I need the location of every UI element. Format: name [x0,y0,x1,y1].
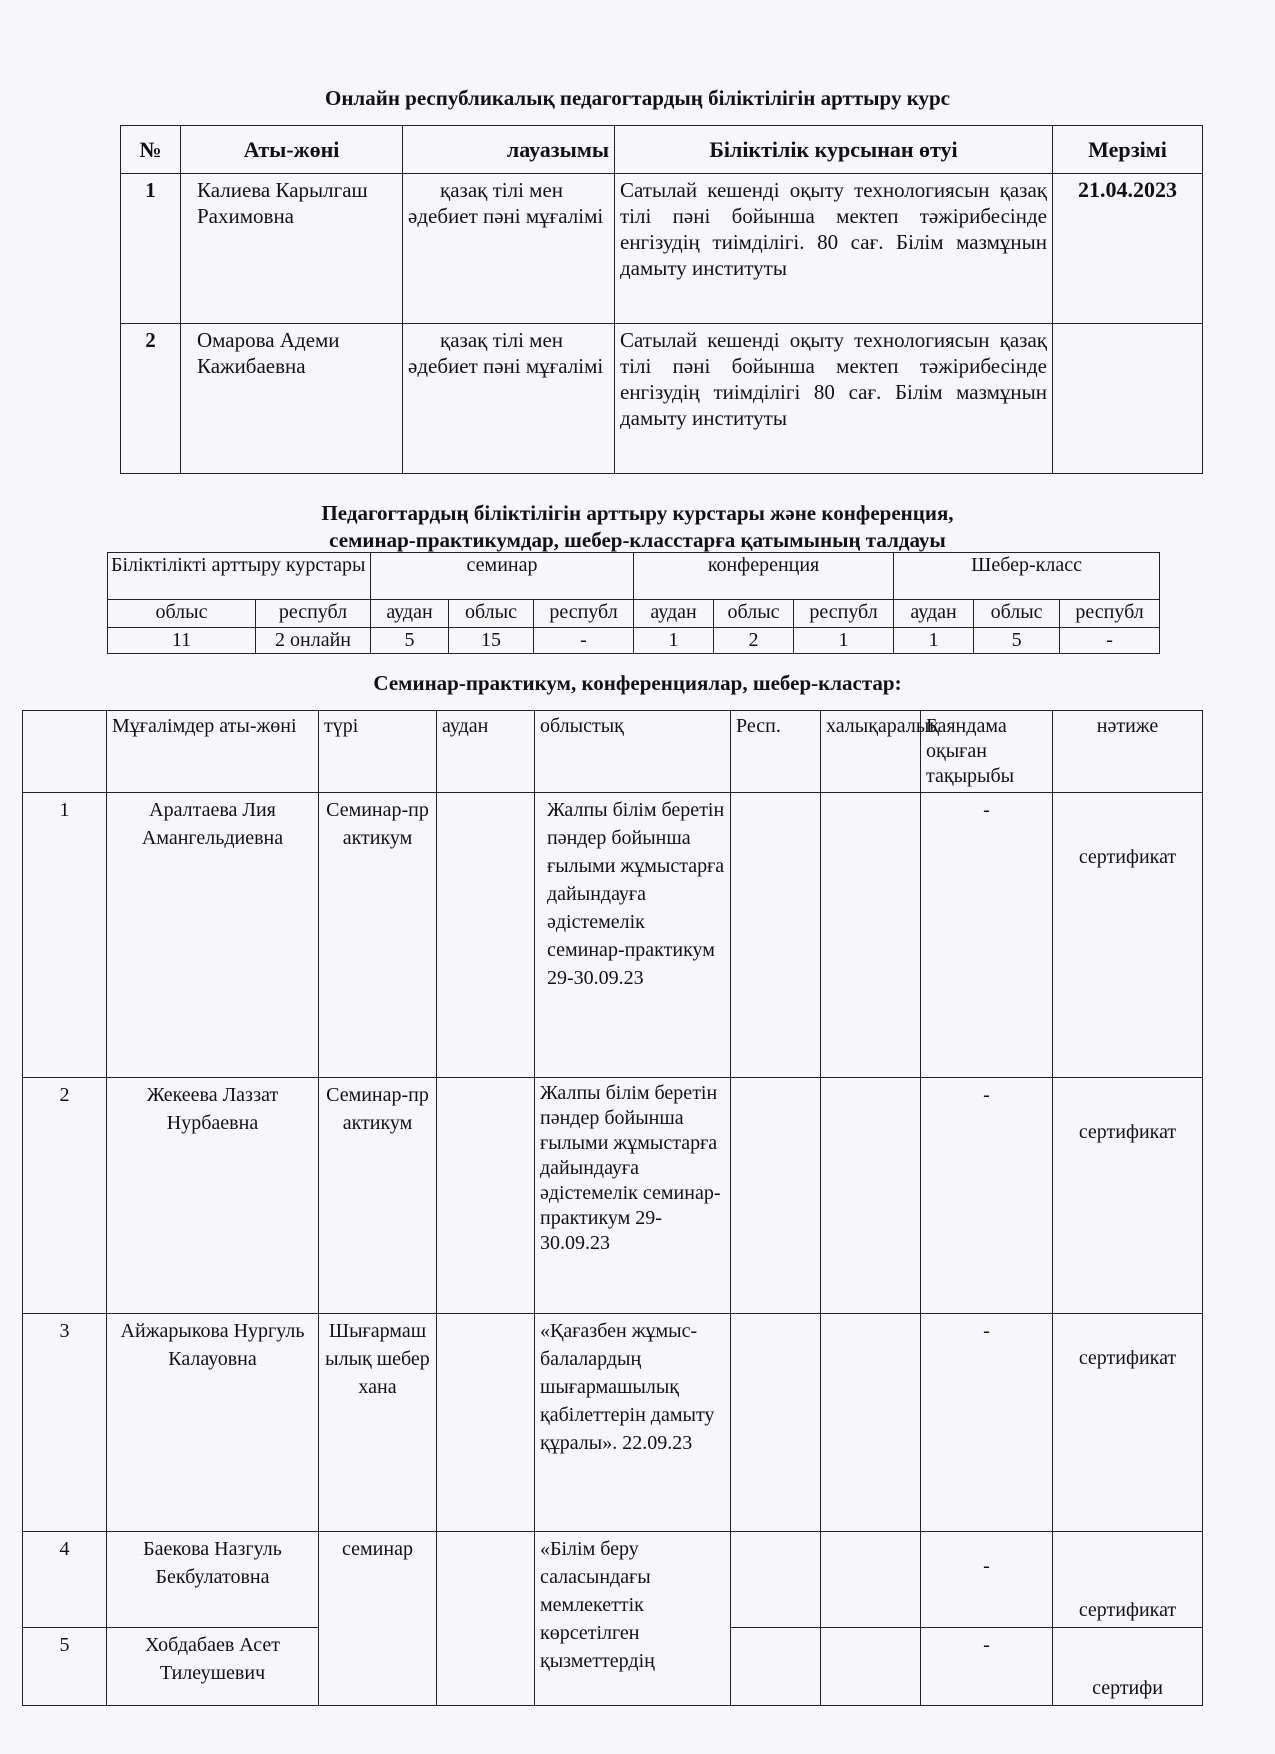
row-idx: 4 [23,1532,107,1628]
row-course: Сатылай кешенді оқыту технологиясын қазақ тілі пәні бойынша мектеп тәжірибесінде енгізудің тиімділігі 80 сағ. Білім мазмұнын дамыту институты [615,324,1053,474]
row-international [821,1314,921,1532]
table-row [23,1314,1203,1532]
sub-respubl: республ [1060,600,1160,628]
seminar-table [22,710,1203,1706]
row-kind: семинар [319,1532,437,1706]
row-result: сертифи [1053,1628,1203,1706]
row-topic: - [921,1314,1053,1532]
participation-groups [108,553,1160,600]
row-topic: - [921,1628,1053,1706]
sub-respubl: республ [534,600,634,628]
sub-oblys: облыс [108,600,256,628]
row-region: Жалпы білім беретін пәндер бойынша ғылыми жұмыстарға дайындауға әдістемелік семинар-практикум 29-30.09.23 [535,1078,731,1314]
header-name: Аты-жөні [181,126,403,174]
row-resp [731,793,821,1078]
sub-audan: аудан [634,600,714,628]
sub-oblys: облыс [449,600,534,628]
row-topic: - [921,793,1053,1078]
section3-title: Семинар-практикум, конференциялар, шебер-кластар: [373,671,902,695]
participation-values [108,628,1160,654]
header-resp: Респ. [731,711,821,793]
row-audan [437,1314,535,1532]
participation-subheaders [108,600,1160,628]
row-audan [437,1532,535,1706]
header-course: Біліктілік курсынан өтуі [615,126,1053,174]
table-row [23,1532,1203,1628]
value-cell: 2 [714,628,794,654]
value-cell: 5 [371,628,449,654]
header-kind: түрі [319,711,437,793]
group-conference: конференция [634,553,894,600]
table-row [23,1078,1203,1314]
row-num: 1 [121,174,181,324]
row-idx: 1 [23,793,107,1078]
header-audan: аудан [437,711,535,793]
value-cell: 2 онлайн [256,628,371,654]
sub-respubl: республ [256,600,371,628]
value-cell: 1 [634,628,714,654]
row-region: «Қағазбен жұмыс-балалардың шығармашылық қабілеттерін дамыту құралы». 22.09.23 [535,1314,731,1532]
group-seminar: семинар [371,553,634,600]
row-international [821,1078,921,1314]
sub-respubl: республ [794,600,894,628]
course-table-header [121,126,1203,174]
sub-oblys: облыс [714,600,794,628]
row-international [821,1628,921,1706]
row-teacher: Айжарыкова Нургуль Калауовна [107,1314,319,1532]
row-num: 2 [121,324,181,474]
row-kind: Шығармашылық шеберхана [319,1314,437,1532]
row-result: сертификат [1053,1314,1203,1532]
group-masterclass: Шебер-класс [894,553,1160,600]
row-teacher: Баекова Назгуль Бекбулатовна [107,1532,319,1628]
header-position: лауазымы [403,126,615,174]
row-result: сертификат [1053,793,1203,1078]
header-result: нәтиже [1053,711,1203,793]
header-teacher: Мұғалімдер аты-жөні [107,711,319,793]
row-topic: - [921,1532,1053,1628]
seminar-table-header [23,711,1203,793]
row-name: Омарова Адеми Кажибаевна [181,324,403,474]
row-teacher: Жекеева Лаззат Нурбаевна [107,1078,319,1314]
row-position: қазақ тілі мен әдебиет пәні мұғалімі [403,324,615,474]
header-num: № [121,126,181,174]
row-idx: 2 [23,1078,107,1314]
header-idx [23,711,107,793]
row-date [1053,324,1203,474]
course-table [120,125,1203,474]
row-teacher: Хобдабаев Асет Тилеушевич [107,1628,319,1706]
row-kind: Семинар-практикум [319,793,437,1078]
value-cell: 1 [794,628,894,654]
row-date: 21.04.2023 [1053,174,1203,324]
sub-oblys: облыс [974,600,1060,628]
row-course: Сатылай кешенді оқыту технологиясын қазақ тілі пәні бойынша мектеп тәжірибесінде енгізудің тиімділігі. 80 сағ. Білім мазмұнын дамыту институты [615,174,1053,324]
row-resp [731,1078,821,1314]
row-resp [731,1532,821,1628]
participation-table [107,552,1160,654]
row-region: Жалпы білім беретін пәндер бойынша ғылыми жұмыстарға дайындауға әдістемелік семинар-практикум 29-30.09.23 [535,793,731,1078]
row-idx: 3 [23,1314,107,1532]
row-resp [731,1628,821,1706]
header-topic: Баяндама оқыған тақырыбы [921,711,1053,793]
value-cell: 1 [894,628,974,654]
value-cell: 15 [449,628,534,654]
value-cell: 11 [108,628,256,654]
row-result: сертификат [1053,1532,1203,1628]
sub-audan: аудан [371,600,449,628]
value-cell: - [534,628,634,654]
table-row [121,174,1203,324]
header-international: халықаралық [821,711,921,793]
row-region: «Білім беру саласындағы мемлекеттік көрсетілген қызметтердің [535,1532,731,1706]
section2-title-line1: Педагогтардың біліктілігін арттыру курстары және конференция, [321,501,954,525]
header-date: Мерзімі [1053,126,1203,174]
row-position: қазақ тілі мен әдебиет пәні мұғалімі [403,174,615,324]
row-resp [731,1314,821,1532]
table-row [23,793,1203,1078]
section2-title-line2: семинар-практикумдар, шебер-класстарға қатымының талдауы [329,528,946,552]
section1-title: Онлайн республикалық педагогтардың біліктілігін арттыру курс [325,86,950,110]
row-kind: Семинар-практикум [319,1078,437,1314]
row-teacher: Аралтаева Лия Амангельдиевна [107,793,319,1078]
row-result: сертификат [1053,1078,1203,1314]
row-audan [437,1078,535,1314]
group-courses: Біліктілікті арттыру курстары [108,553,371,600]
sub-audan: аудан [894,600,974,628]
row-idx: 5 [23,1628,107,1706]
row-audan [437,793,535,1078]
value-cell: - [1060,628,1160,654]
row-international [821,1532,921,1628]
header-region: облыстық [535,711,731,793]
row-topic: - [921,1078,1053,1314]
value-cell: 5 [974,628,1060,654]
row-name: Калиева Карылгаш Рахимовна [181,174,403,324]
table-row [121,324,1203,474]
row-international [821,793,921,1078]
